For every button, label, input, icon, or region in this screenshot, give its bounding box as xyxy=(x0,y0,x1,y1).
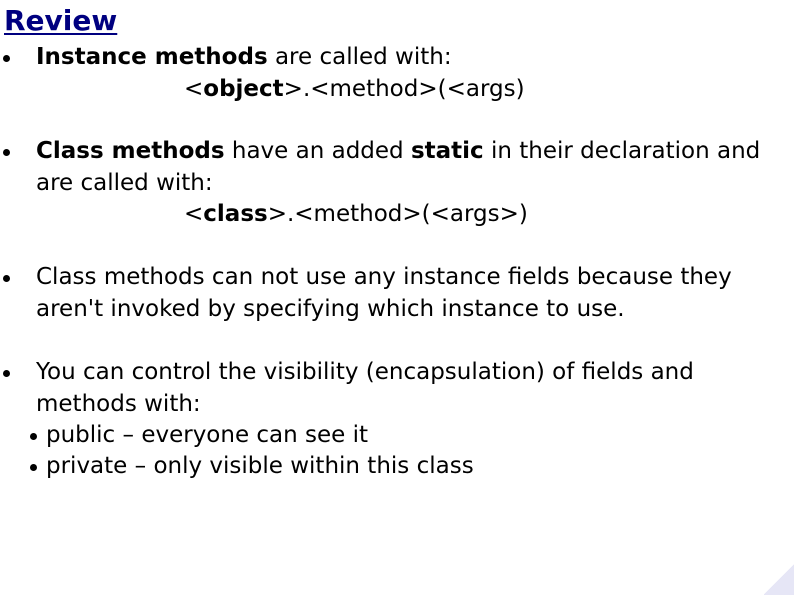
class-call-syntax xyxy=(36,199,791,231)
sub-bullet-private xyxy=(46,451,474,483)
bullet-text: have an added xyxy=(224,138,411,164)
bullet-instance-methods xyxy=(36,42,791,105)
bullet-class-methods xyxy=(36,136,791,231)
bullet-text: are called with: xyxy=(267,44,452,70)
instance-call-syntax xyxy=(36,74,791,106)
sub-bullet-text: private – only visible within this class xyxy=(46,453,474,479)
code-keyword: class xyxy=(203,201,268,227)
term-static: static xyxy=(410,138,484,164)
bullet-text: Class methods can not use any instance fields because they aren't invoked by specifying which instance to use. xyxy=(36,264,732,322)
sub-bullet-public xyxy=(46,420,368,452)
bullet-dot-icon xyxy=(3,149,10,156)
code-part: >.<method>(<args) xyxy=(283,75,525,102)
bullet-dot-icon xyxy=(3,275,10,282)
term-instance-methods: Instance methods xyxy=(36,44,268,70)
bullet-visibility xyxy=(36,357,791,420)
corner-decoration xyxy=(764,563,794,595)
code-part: < xyxy=(184,75,204,102)
term-class-methods: Class methods xyxy=(36,138,225,164)
bullet-class-methods-fields xyxy=(36,262,791,325)
code-keyword: object xyxy=(203,75,284,102)
sub-bullet-dot-icon xyxy=(30,433,37,440)
sub-bullet-text: public – everyone can see it xyxy=(46,422,369,448)
slide-title: Review xyxy=(4,4,118,37)
bullet-text: You can control the visibility (encapsulation) of fields and methods with: xyxy=(36,359,694,417)
bullet-dot-icon xyxy=(3,370,10,377)
code-part: < xyxy=(184,201,204,227)
bullet-dot-icon xyxy=(3,55,10,62)
code-part: >.<method>(<args>) xyxy=(267,201,528,227)
sub-bullet-dot-icon xyxy=(30,464,37,471)
bullet-text: in their declaration and are called with: xyxy=(36,138,761,196)
